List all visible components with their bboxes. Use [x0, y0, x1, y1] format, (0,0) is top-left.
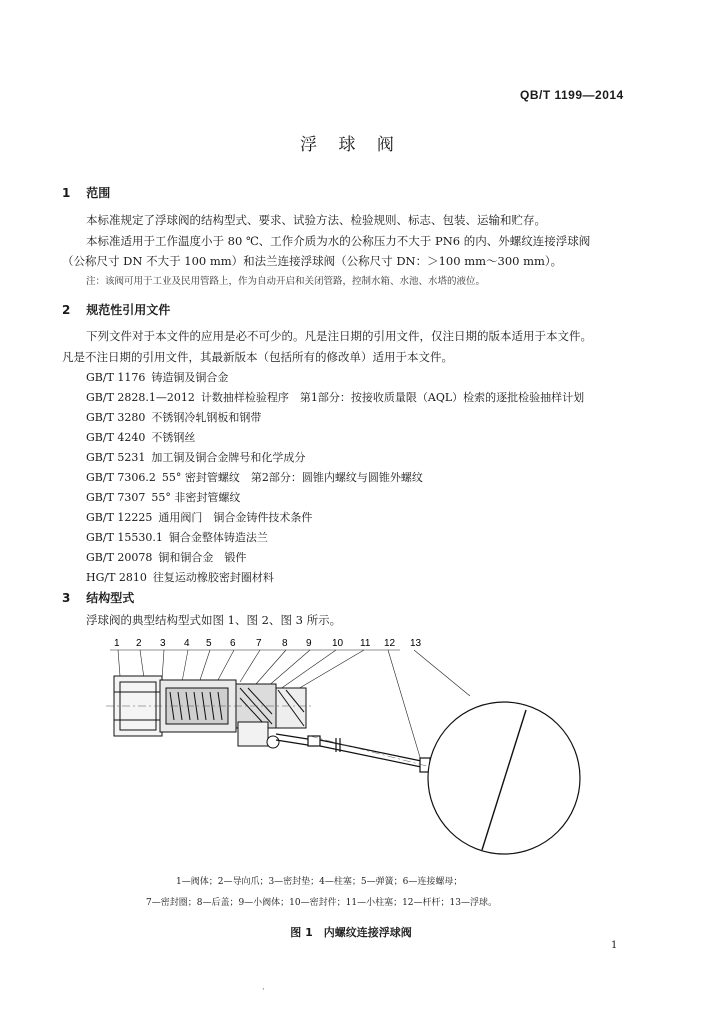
section-title: 范围 [86, 186, 111, 200]
reference-title: 铜合金整体铸造法兰 [168, 531, 268, 544]
part-label-13: 13 [410, 638, 422, 649]
section-3-paragraph-1: 浮球阀的典型结构型式如图 1、图 2、图 3 所示。 [86, 613, 342, 627]
page-number: 1 [611, 940, 618, 951]
section-title: 规范性引用文件 [86, 303, 171, 317]
reference-item [86, 549, 246, 565]
reference-item [86, 429, 195, 445]
reference-title: 55° 非密封管螺纹 [151, 491, 241, 504]
section-1-note: 注：该阀可用于工业及民用管路上，作为自动开启和关闭管路，控制水箱、水池、水塔的液位。 [86, 276, 486, 287]
part-label-3: 3 [160, 638, 166, 649]
reference-item [86, 389, 584, 405]
section-1-paragraph-2-cont: （公称尺寸 DN 不大于 100 mm）和法兰连接浮球阀（公称尺寸 DN：＞100 mm～300 mm）。 [62, 254, 563, 268]
section-2-paragraph-1: 下列文件对于本文件的应用是必不可少的。凡是注日期的引用文件，仅注日期的版本适用于本文件。 [86, 329, 592, 343]
section-1-paragraph-2: 本标准适用于工作温度小于 80 ℃、工作介质为水的公称压力不大于 PN6 的内、外螺纹连接浮球阀 [86, 234, 591, 248]
reference-item [86, 509, 312, 525]
part-label-5: 5 [206, 638, 212, 649]
reference-title: 55° 密封管螺纹 第2部分：圆锥内螺纹与圆锥外螺纹 [161, 471, 423, 484]
reference-title: 铜和铜合金 锻件 [158, 551, 247, 564]
part-label-12: 12 [384, 638, 396, 649]
part-label-8: 8 [282, 638, 288, 649]
section-3-heading [62, 589, 134, 606]
float-valve-drawing [100, 636, 600, 866]
section-number: 1 [62, 186, 71, 200]
section-1-heading [62, 184, 110, 201]
part-label-6: 6 [230, 638, 236, 649]
reference-code: GB/T 2828.1—2012 [86, 391, 195, 404]
reference-code: GB/T 12225 [86, 511, 153, 524]
footer-mark: · [262, 985, 265, 995]
part-label-9: 9 [306, 638, 312, 649]
reference-item [86, 449, 305, 465]
reference-item [86, 529, 268, 545]
reference-code: GB/T 3280 [86, 411, 146, 424]
reference-code: GB/T 4240 [86, 431, 146, 444]
reference-title: 不锈钢冷轧钢板和钢带 [151, 411, 262, 424]
reference-title: 往复运动橡胶密封圈材料 [152, 571, 274, 584]
document-title: 浮 球 阀 [300, 135, 402, 155]
reference-code: HG/T 2810 [86, 571, 147, 584]
part-number-labels [114, 638, 422, 649]
part-label-2: 2 [136, 638, 142, 649]
reference-title: 加工铜及铜合金牌号和化学成分 [151, 451, 306, 464]
reference-title: 不锈钢丝 [151, 431, 196, 444]
reference-title: 通用阀门 铜合金铸件技术条件 [158, 511, 313, 524]
part-label-4: 4 [184, 638, 190, 649]
reference-code: GB/T 7307 [86, 491, 146, 504]
reference-item [86, 409, 261, 425]
reference-title: 铸造铜及铜合金 [151, 371, 229, 384]
section-2-paragraph-2: 凡是不注日期的引用文件，其最新版本（包括所有的修改单）适用于本文件。 [62, 350, 453, 364]
reference-code: GB/T 1176 [86, 371, 146, 384]
valve-body [114, 676, 306, 748]
figure-legend-line-2: 7—密封圈；8—后盖；9—小阀体；10—密封件；11—小柱塞；12—杆杆；13—浮球。 [146, 898, 497, 908]
section-number: 3 [62, 591, 71, 605]
part-label-1: 1 [114, 638, 120, 649]
section-title: 结构型式 [86, 591, 135, 605]
reference-item [86, 369, 228, 385]
section-2-heading [62, 301, 170, 318]
reference-item [86, 469, 423, 485]
figure-legend-line-1: 1—阀体；2—导向爪；3—密封垫；4—柱塞；5—弹簧；6—连接螺母； [176, 877, 463, 887]
reference-code: GB/T 7306.2 [86, 471, 156, 484]
figure-caption: 图 1 内螺纹连接浮球阀 [290, 926, 412, 939]
part-label-7: 7 [256, 638, 262, 649]
section-1-paragraph-1: 本标准规定了浮球阀的结构型式、要求、试验方法、检验规则、标志、包装、运输和贮存。 [86, 213, 546, 227]
part-label-10: 10 [332, 638, 344, 649]
reference-item [86, 569, 274, 585]
section-number: 2 [62, 303, 71, 317]
reference-code: GB/T 15530.1 [86, 531, 163, 544]
reference-code: GB/T 20078 [86, 551, 153, 564]
part-label-11: 11 [360, 638, 371, 649]
reference-code: GB/T 5231 [86, 451, 146, 464]
reference-title: 计数抽样检验程序 第1部分：按接收质量限（AQL）检索的逐批检验抽样计划 [200, 391, 585, 404]
lever-arm [276, 734, 430, 772]
standard-code: QB/T 1199—2014 [520, 88, 624, 102]
reference-item [86, 489, 240, 505]
